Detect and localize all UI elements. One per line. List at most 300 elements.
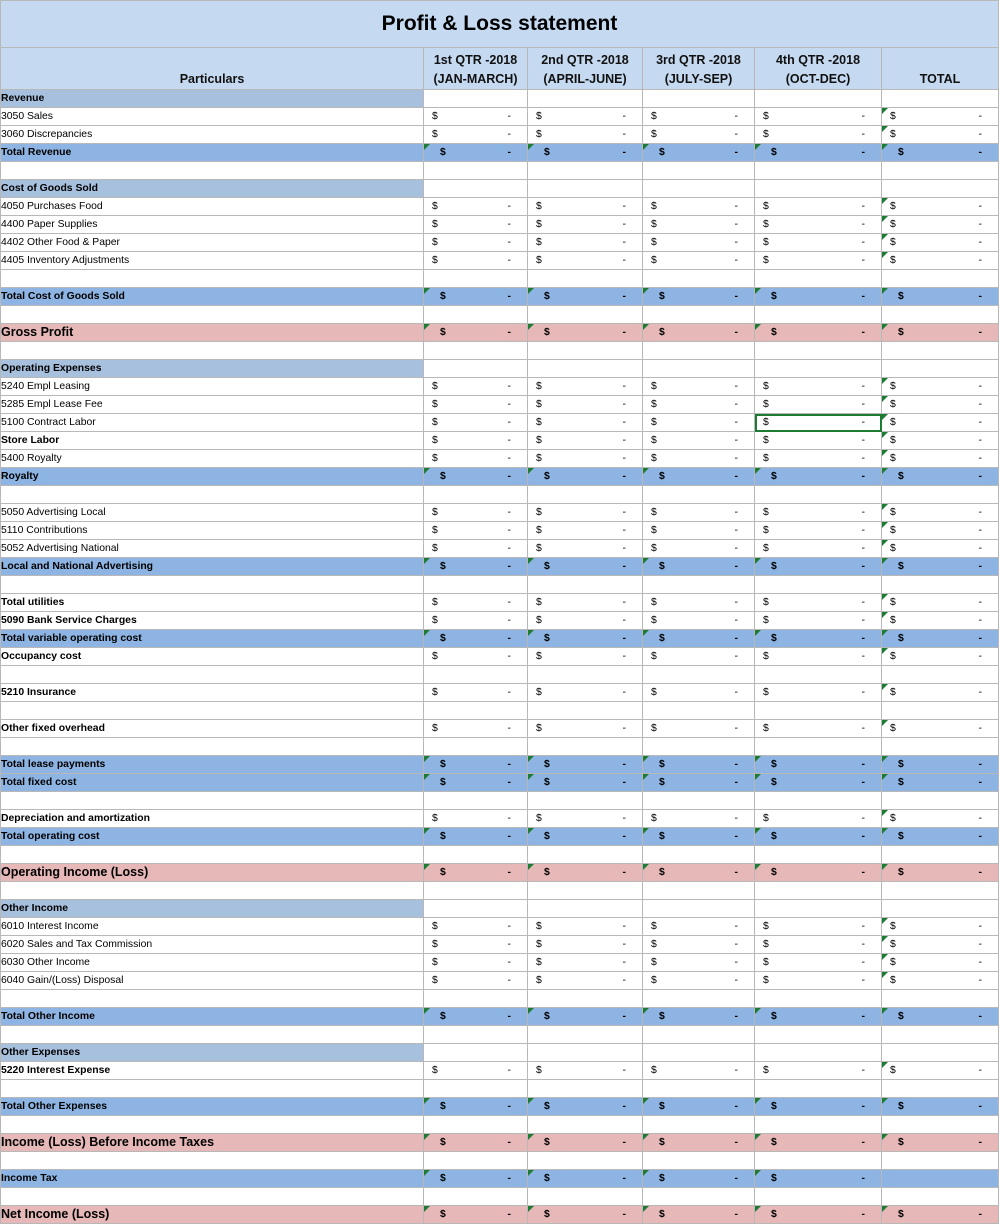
value-cell-q3[interactable] xyxy=(643,504,755,522)
value-cell-q2[interactable] xyxy=(528,1098,643,1116)
value-cell-total[interactable] xyxy=(882,1188,999,1206)
value-cell-q3[interactable] xyxy=(643,666,755,684)
value-cell-q3[interactable] xyxy=(643,936,755,954)
value-cell-q3[interactable] xyxy=(643,1044,755,1062)
row-label-cell[interactable]: 3060 Discrepancies xyxy=(1,126,424,144)
value-cell-q3[interactable] xyxy=(643,558,755,576)
value-cell-q2[interactable] xyxy=(528,198,643,216)
value-cell-q1[interactable] xyxy=(424,180,528,198)
row-label-cell[interactable]: Operating Income (Loss) xyxy=(1,864,424,882)
sheet-title[interactable]: Profit & Loss statement xyxy=(1,1,999,48)
value-cell-q2[interactable] xyxy=(528,378,643,396)
value-cell-q1[interactable] xyxy=(424,1170,528,1188)
row-label-cell[interactable]: Total operating cost xyxy=(1,828,424,846)
row-label-cell[interactable] xyxy=(1,1080,424,1098)
value-cell-q1[interactable] xyxy=(424,1152,528,1170)
value-cell-q1[interactable] xyxy=(424,648,528,666)
value-cell-q3[interactable] xyxy=(643,702,755,720)
row-label-cell[interactable]: 5400 Royalty xyxy=(1,450,424,468)
value-cell-q1[interactable] xyxy=(424,900,528,918)
value-cell-q2[interactable] xyxy=(528,576,643,594)
value-cell-total[interactable] xyxy=(882,882,999,900)
row-label-cell[interactable]: Total variable operating cost xyxy=(1,630,424,648)
value-cell-q2[interactable] xyxy=(528,306,643,324)
value-cell-q1[interactable] xyxy=(424,378,528,396)
value-cell-total[interactable] xyxy=(882,774,999,792)
value-cell-q4[interactable] xyxy=(755,1026,882,1044)
value-cell-q3[interactable] xyxy=(643,216,755,234)
value-cell-q1[interactable] xyxy=(424,918,528,936)
value-cell-q1[interactable] xyxy=(424,324,528,342)
value-cell-total[interactable] xyxy=(882,198,999,216)
value-cell-q4[interactable] xyxy=(755,162,882,180)
row-label-cell[interactable]: Total Other Expenses xyxy=(1,1098,424,1116)
row-label-cell[interactable]: 4402 Other Food & Paper xyxy=(1,234,424,252)
value-cell-q3[interactable] xyxy=(643,414,755,432)
value-cell-q1[interactable] xyxy=(424,144,528,162)
value-cell-q2[interactable] xyxy=(528,882,643,900)
value-cell-q3[interactable] xyxy=(643,450,755,468)
row-label-cell[interactable]: 5100 Contract Labor xyxy=(1,414,424,432)
value-cell-q1[interactable] xyxy=(424,666,528,684)
value-cell-total[interactable] xyxy=(882,810,999,828)
value-cell-q1[interactable] xyxy=(424,576,528,594)
value-cell-q4[interactable] xyxy=(755,522,882,540)
value-cell-q4[interactable] xyxy=(755,486,882,504)
value-cell-q3[interactable] xyxy=(643,1170,755,1188)
value-cell-total[interactable] xyxy=(882,396,999,414)
value-cell-q3[interactable] xyxy=(643,1116,755,1134)
row-label-cell[interactable]: Occupancy cost xyxy=(1,648,424,666)
value-cell-total[interactable] xyxy=(882,576,999,594)
row-label-cell[interactable]: Gross Profit xyxy=(1,324,424,342)
value-cell-q1[interactable] xyxy=(424,1098,528,1116)
value-cell-total[interactable] xyxy=(882,504,999,522)
value-cell-q4[interactable] xyxy=(755,1116,882,1134)
value-cell-q4[interactable] xyxy=(755,90,882,108)
value-cell-q1[interactable] xyxy=(424,882,528,900)
value-cell-q1[interactable] xyxy=(424,1188,528,1206)
value-cell-q4[interactable] xyxy=(755,864,882,882)
value-cell-q1[interactable] xyxy=(424,972,528,990)
value-cell-q4[interactable] xyxy=(755,1098,882,1116)
value-cell-q2[interactable] xyxy=(528,1152,643,1170)
value-cell-q3[interactable] xyxy=(643,360,755,378)
value-cell-q1[interactable] xyxy=(424,450,528,468)
section-label-cell[interactable]: Cost of Goods Sold xyxy=(1,180,424,198)
value-cell-q4[interactable] xyxy=(755,1062,882,1080)
value-cell-q3[interactable] xyxy=(643,954,755,972)
value-cell-total[interactable] xyxy=(882,540,999,558)
value-cell-q2[interactable] xyxy=(528,1080,643,1098)
value-cell-total[interactable] xyxy=(882,648,999,666)
value-cell-total[interactable] xyxy=(882,936,999,954)
value-cell-total[interactable] xyxy=(882,972,999,990)
row-label-cell[interactable]: 5090 Bank Service Charges xyxy=(1,612,424,630)
value-cell-q2[interactable] xyxy=(528,360,643,378)
value-cell-q1[interactable] xyxy=(424,468,528,486)
row-label-cell[interactable] xyxy=(1,990,424,1008)
value-cell-total[interactable] xyxy=(882,450,999,468)
value-cell-q4[interactable] xyxy=(755,918,882,936)
row-label-cell[interactable] xyxy=(1,666,424,684)
row-label-cell[interactable]: Total Other Income xyxy=(1,1008,424,1026)
value-cell-q2[interactable] xyxy=(528,522,643,540)
row-label-cell[interactable]: 6030 Other Income xyxy=(1,954,424,972)
value-cell-q3[interactable] xyxy=(643,468,755,486)
value-cell-q3[interactable] xyxy=(643,972,755,990)
value-cell-q4[interactable] xyxy=(755,810,882,828)
row-label-cell[interactable]: 5110 Contributions xyxy=(1,522,424,540)
value-cell-q2[interactable] xyxy=(528,126,643,144)
value-cell-q3[interactable] xyxy=(643,270,755,288)
value-cell-total[interactable] xyxy=(882,1062,999,1080)
value-cell-total[interactable] xyxy=(882,846,999,864)
value-cell-q3[interactable] xyxy=(643,918,755,936)
row-label-cell[interactable]: 4400 Paper Supplies xyxy=(1,216,424,234)
value-cell-q2[interactable] xyxy=(528,1170,643,1188)
value-cell-q2[interactable] xyxy=(528,252,643,270)
row-label-cell[interactable] xyxy=(1,1026,424,1044)
value-cell-total[interactable] xyxy=(882,1098,999,1116)
row-label-cell[interactable]: 3050 Sales xyxy=(1,108,424,126)
value-cell-q3[interactable] xyxy=(643,720,755,738)
value-cell-q4[interactable] xyxy=(755,144,882,162)
value-cell-q3[interactable] xyxy=(643,1134,755,1152)
row-label-cell[interactable]: 5050 Advertising Local xyxy=(1,504,424,522)
row-label-cell[interactable]: 5285 Empl Lease Fee xyxy=(1,396,424,414)
value-cell-q4[interactable] xyxy=(755,666,882,684)
value-cell-q3[interactable] xyxy=(643,594,755,612)
row-label-cell[interactable]: 5240 Empl Leasing xyxy=(1,378,424,396)
value-cell-q3[interactable] xyxy=(643,1062,755,1080)
value-cell-q4[interactable] xyxy=(755,396,882,414)
row-label-cell[interactable]: Total Revenue xyxy=(1,144,424,162)
value-cell-q2[interactable] xyxy=(528,324,643,342)
value-cell-q3[interactable] xyxy=(643,648,755,666)
value-cell-q1[interactable] xyxy=(424,360,528,378)
value-cell-q2[interactable] xyxy=(528,666,643,684)
header-total[interactable] xyxy=(882,48,999,90)
value-cell-q2[interactable] xyxy=(528,864,643,882)
value-cell-q3[interactable] xyxy=(643,378,755,396)
value-cell-q4[interactable] xyxy=(755,108,882,126)
row-label-cell[interactable]: 6010 Interest Income xyxy=(1,918,424,936)
row-label-cell[interactable]: 4405 Inventory Adjustments xyxy=(1,252,424,270)
value-cell-total[interactable] xyxy=(882,1206,999,1224)
value-cell-q2[interactable] xyxy=(528,954,643,972)
value-cell-q3[interactable] xyxy=(643,738,755,756)
value-cell-q1[interactable] xyxy=(424,630,528,648)
value-cell-total[interactable] xyxy=(882,288,999,306)
value-cell-q3[interactable] xyxy=(643,990,755,1008)
value-cell-q4[interactable] xyxy=(755,558,882,576)
value-cell-total[interactable] xyxy=(882,720,999,738)
value-cell-q4[interactable] xyxy=(755,288,882,306)
value-cell-q4[interactable] xyxy=(755,198,882,216)
section-label-cell[interactable]: Other Income xyxy=(1,900,424,918)
value-cell-q3[interactable] xyxy=(643,180,755,198)
value-cell-total[interactable] xyxy=(882,756,999,774)
value-cell-q4[interactable] xyxy=(755,1206,882,1224)
value-cell-total[interactable] xyxy=(882,486,999,504)
value-cell-q4[interactable] xyxy=(755,900,882,918)
value-cell-q4[interactable] xyxy=(755,180,882,198)
value-cell-total[interactable] xyxy=(882,1134,999,1152)
value-cell-q4[interactable] xyxy=(755,270,882,288)
value-cell-total[interactable] xyxy=(882,864,999,882)
value-cell-q1[interactable] xyxy=(424,1206,528,1224)
value-cell-q3[interactable] xyxy=(643,756,755,774)
value-cell-q2[interactable] xyxy=(528,486,643,504)
value-cell-q4[interactable] xyxy=(755,1170,882,1188)
value-cell-q3[interactable] xyxy=(643,810,755,828)
value-cell-q1[interactable] xyxy=(424,1044,528,1062)
row-label-cell[interactable] xyxy=(1,792,424,810)
value-cell-q4[interactable] xyxy=(755,756,882,774)
row-label-cell[interactable]: Local and National Advertising xyxy=(1,558,424,576)
value-cell-q2[interactable] xyxy=(528,738,643,756)
value-cell-q2[interactable] xyxy=(528,936,643,954)
value-cell-q4[interactable] xyxy=(755,990,882,1008)
header-q3[interactable] xyxy=(643,48,755,90)
value-cell-q1[interactable] xyxy=(424,522,528,540)
value-cell-q4[interactable] xyxy=(755,1008,882,1026)
value-cell-q3[interactable] xyxy=(643,540,755,558)
value-cell-q2[interactable] xyxy=(528,342,643,360)
value-cell-q4[interactable] xyxy=(755,378,882,396)
value-cell-total[interactable] xyxy=(882,378,999,396)
value-cell-total[interactable] xyxy=(882,270,999,288)
value-cell-q4[interactable] xyxy=(755,828,882,846)
value-cell-q3[interactable] xyxy=(643,1206,755,1224)
value-cell-q1[interactable] xyxy=(424,702,528,720)
value-cell-q3[interactable] xyxy=(643,234,755,252)
value-cell-q2[interactable] xyxy=(528,702,643,720)
value-cell-total[interactable] xyxy=(882,432,999,450)
header-q2[interactable] xyxy=(528,48,643,90)
value-cell-total[interactable] xyxy=(882,144,999,162)
value-cell-q4[interactable] xyxy=(755,594,882,612)
value-cell-total[interactable] xyxy=(882,954,999,972)
value-cell-total[interactable] xyxy=(882,162,999,180)
row-label-cell[interactable]: Royalty xyxy=(1,468,424,486)
value-cell-q3[interactable] xyxy=(643,576,755,594)
value-cell-q2[interactable] xyxy=(528,990,643,1008)
row-label-cell[interactable] xyxy=(1,702,424,720)
value-cell-total[interactable] xyxy=(882,666,999,684)
value-cell-q1[interactable] xyxy=(424,1026,528,1044)
value-cell-q3[interactable] xyxy=(643,1098,755,1116)
value-cell-q2[interactable] xyxy=(528,720,643,738)
value-cell-q2[interactable] xyxy=(528,1044,643,1062)
value-cell-total[interactable] xyxy=(882,1080,999,1098)
value-cell-q1[interactable] xyxy=(424,126,528,144)
header-q4[interactable] xyxy=(755,48,882,90)
value-cell-q1[interactable] xyxy=(424,270,528,288)
row-label-cell[interactable] xyxy=(1,576,424,594)
value-cell-q1[interactable] xyxy=(424,936,528,954)
value-cell-q3[interactable] xyxy=(643,288,755,306)
value-cell-q4[interactable] xyxy=(755,306,882,324)
value-cell-total[interactable] xyxy=(882,126,999,144)
value-cell-q1[interactable] xyxy=(424,1134,528,1152)
value-cell-q1[interactable] xyxy=(424,306,528,324)
row-label-cell[interactable] xyxy=(1,162,424,180)
value-cell-total[interactable] xyxy=(882,828,999,846)
value-cell-q4[interactable] xyxy=(755,324,882,342)
value-cell-q2[interactable] xyxy=(528,90,643,108)
value-cell-q3[interactable] xyxy=(643,1008,755,1026)
value-cell-q1[interactable] xyxy=(424,486,528,504)
value-cell-q2[interactable] xyxy=(528,756,643,774)
value-cell-q2[interactable] xyxy=(528,468,643,486)
value-cell-total[interactable] xyxy=(882,1026,999,1044)
value-cell-q1[interactable] xyxy=(424,198,528,216)
value-cell-q1[interactable] xyxy=(424,594,528,612)
value-cell-q2[interactable] xyxy=(528,846,643,864)
value-cell-total[interactable] xyxy=(882,216,999,234)
value-cell-q4[interactable] xyxy=(755,936,882,954)
value-cell-q1[interactable] xyxy=(424,792,528,810)
value-cell-q4[interactable] xyxy=(755,252,882,270)
value-cell-q2[interactable] xyxy=(528,684,643,702)
value-cell-q2[interactable] xyxy=(528,432,643,450)
value-cell-q2[interactable] xyxy=(528,558,643,576)
value-cell-q2[interactable] xyxy=(528,288,643,306)
value-cell-q1[interactable] xyxy=(424,432,528,450)
value-cell-q4[interactable] xyxy=(755,972,882,990)
value-cell-q3[interactable] xyxy=(643,90,755,108)
value-cell-q2[interactable] xyxy=(528,792,643,810)
value-cell-q2[interactable] xyxy=(528,594,643,612)
value-cell-q3[interactable] xyxy=(643,396,755,414)
row-label-cell[interactable] xyxy=(1,270,424,288)
value-cell-total[interactable] xyxy=(882,738,999,756)
row-label-cell[interactable]: Total Cost of Goods Sold xyxy=(1,288,424,306)
value-cell-q4[interactable] xyxy=(755,774,882,792)
value-cell-q2[interactable] xyxy=(528,1188,643,1206)
value-cell-q4[interactable] xyxy=(755,576,882,594)
value-cell-q2[interactable] xyxy=(528,396,643,414)
value-cell-q4[interactable] xyxy=(755,1152,882,1170)
row-label-cell[interactable] xyxy=(1,1188,424,1206)
row-label-cell[interactable]: Total utilities xyxy=(1,594,424,612)
value-cell-q2[interactable] xyxy=(528,630,643,648)
value-cell-total[interactable] xyxy=(882,1152,999,1170)
value-cell-q1[interactable] xyxy=(424,828,528,846)
value-cell-q4[interactable] xyxy=(755,612,882,630)
value-cell-q2[interactable] xyxy=(528,972,643,990)
value-cell-q1[interactable] xyxy=(424,540,528,558)
value-cell-q4[interactable] xyxy=(755,504,882,522)
value-cell-q1[interactable] xyxy=(424,774,528,792)
value-cell-total[interactable] xyxy=(882,522,999,540)
value-cell-q3[interactable] xyxy=(643,1080,755,1098)
value-cell-q2[interactable] xyxy=(528,216,643,234)
value-cell-q4[interactable] xyxy=(755,954,882,972)
value-cell-q1[interactable] xyxy=(424,558,528,576)
header-q1[interactable] xyxy=(424,48,528,90)
value-cell-q4[interactable] xyxy=(755,648,882,666)
header-particulars[interactable]: Particulars xyxy=(1,48,424,90)
row-label-cell[interactable]: Income (Loss) Before Income Taxes xyxy=(1,1134,424,1152)
value-cell-q2[interactable] xyxy=(528,828,643,846)
value-cell-q4[interactable] xyxy=(755,1134,882,1152)
value-cell-q1[interactable] xyxy=(424,504,528,522)
value-cell-q3[interactable] xyxy=(643,792,755,810)
value-cell-q4[interactable] xyxy=(755,1044,882,1062)
value-cell-q3[interactable] xyxy=(643,900,755,918)
value-cell-q3[interactable] xyxy=(643,108,755,126)
value-cell-q4[interactable] xyxy=(755,702,882,720)
row-label-cell[interactable]: 5210 Insurance xyxy=(1,684,424,702)
value-cell-q1[interactable] xyxy=(424,990,528,1008)
value-cell-q4[interactable] xyxy=(755,342,882,360)
row-label-cell[interactable]: 4050 Purchases Food xyxy=(1,198,424,216)
value-cell-total[interactable] xyxy=(882,234,999,252)
value-cell-q3[interactable] xyxy=(643,144,755,162)
value-cell-total[interactable] xyxy=(882,360,999,378)
row-label-cell[interactable]: 5052 Advertising National xyxy=(1,540,424,558)
value-cell-q1[interactable] xyxy=(424,288,528,306)
value-cell-q2[interactable] xyxy=(528,270,643,288)
value-cell-q4[interactable] xyxy=(755,432,882,450)
value-cell-q4[interactable] xyxy=(755,468,882,486)
value-cell-q1[interactable] xyxy=(424,810,528,828)
value-cell-q4[interactable] xyxy=(755,882,882,900)
value-cell-q2[interactable] xyxy=(528,108,643,126)
value-cell-q2[interactable] xyxy=(528,810,643,828)
value-cell-q4[interactable] xyxy=(755,720,882,738)
value-cell-q1[interactable] xyxy=(424,1062,528,1080)
value-cell-q1[interactable] xyxy=(424,756,528,774)
value-cell-q3[interactable] xyxy=(643,846,755,864)
value-cell-total[interactable] xyxy=(882,900,999,918)
value-cell-q2[interactable] xyxy=(528,918,643,936)
value-cell-q1[interactable] xyxy=(424,738,528,756)
value-cell-q3[interactable] xyxy=(643,864,755,882)
value-cell-total[interactable] xyxy=(882,612,999,630)
value-cell-q2[interactable] xyxy=(528,1116,643,1134)
value-cell-q1[interactable] xyxy=(424,234,528,252)
value-cell-q1[interactable] xyxy=(424,216,528,234)
value-cell-q1[interactable] xyxy=(424,1008,528,1026)
value-cell-q4[interactable] xyxy=(755,414,882,432)
value-cell-total[interactable] xyxy=(882,108,999,126)
row-label-cell[interactable]: Total lease payments xyxy=(1,756,424,774)
value-cell-q2[interactable] xyxy=(528,234,643,252)
value-cell-q1[interactable] xyxy=(424,252,528,270)
value-cell-q2[interactable] xyxy=(528,450,643,468)
row-label-cell[interactable] xyxy=(1,738,424,756)
value-cell-q1[interactable] xyxy=(424,720,528,738)
section-label-cell[interactable]: Other Expenses xyxy=(1,1044,424,1062)
value-cell-q4[interactable] xyxy=(755,684,882,702)
value-cell-q4[interactable] xyxy=(755,540,882,558)
section-label-cell[interactable]: Operating Expenses xyxy=(1,360,424,378)
value-cell-total[interactable] xyxy=(882,468,999,486)
value-cell-q4[interactable] xyxy=(755,738,882,756)
value-cell-total[interactable] xyxy=(882,1170,999,1188)
row-label-cell[interactable]: Depreciation and amortization xyxy=(1,810,424,828)
value-cell-q2[interactable] xyxy=(528,540,643,558)
value-cell-q3[interactable] xyxy=(643,1152,755,1170)
value-cell-q4[interactable] xyxy=(755,1080,882,1098)
value-cell-q2[interactable] xyxy=(528,504,643,522)
value-cell-total[interactable] xyxy=(882,792,999,810)
value-cell-q3[interactable] xyxy=(643,1188,755,1206)
